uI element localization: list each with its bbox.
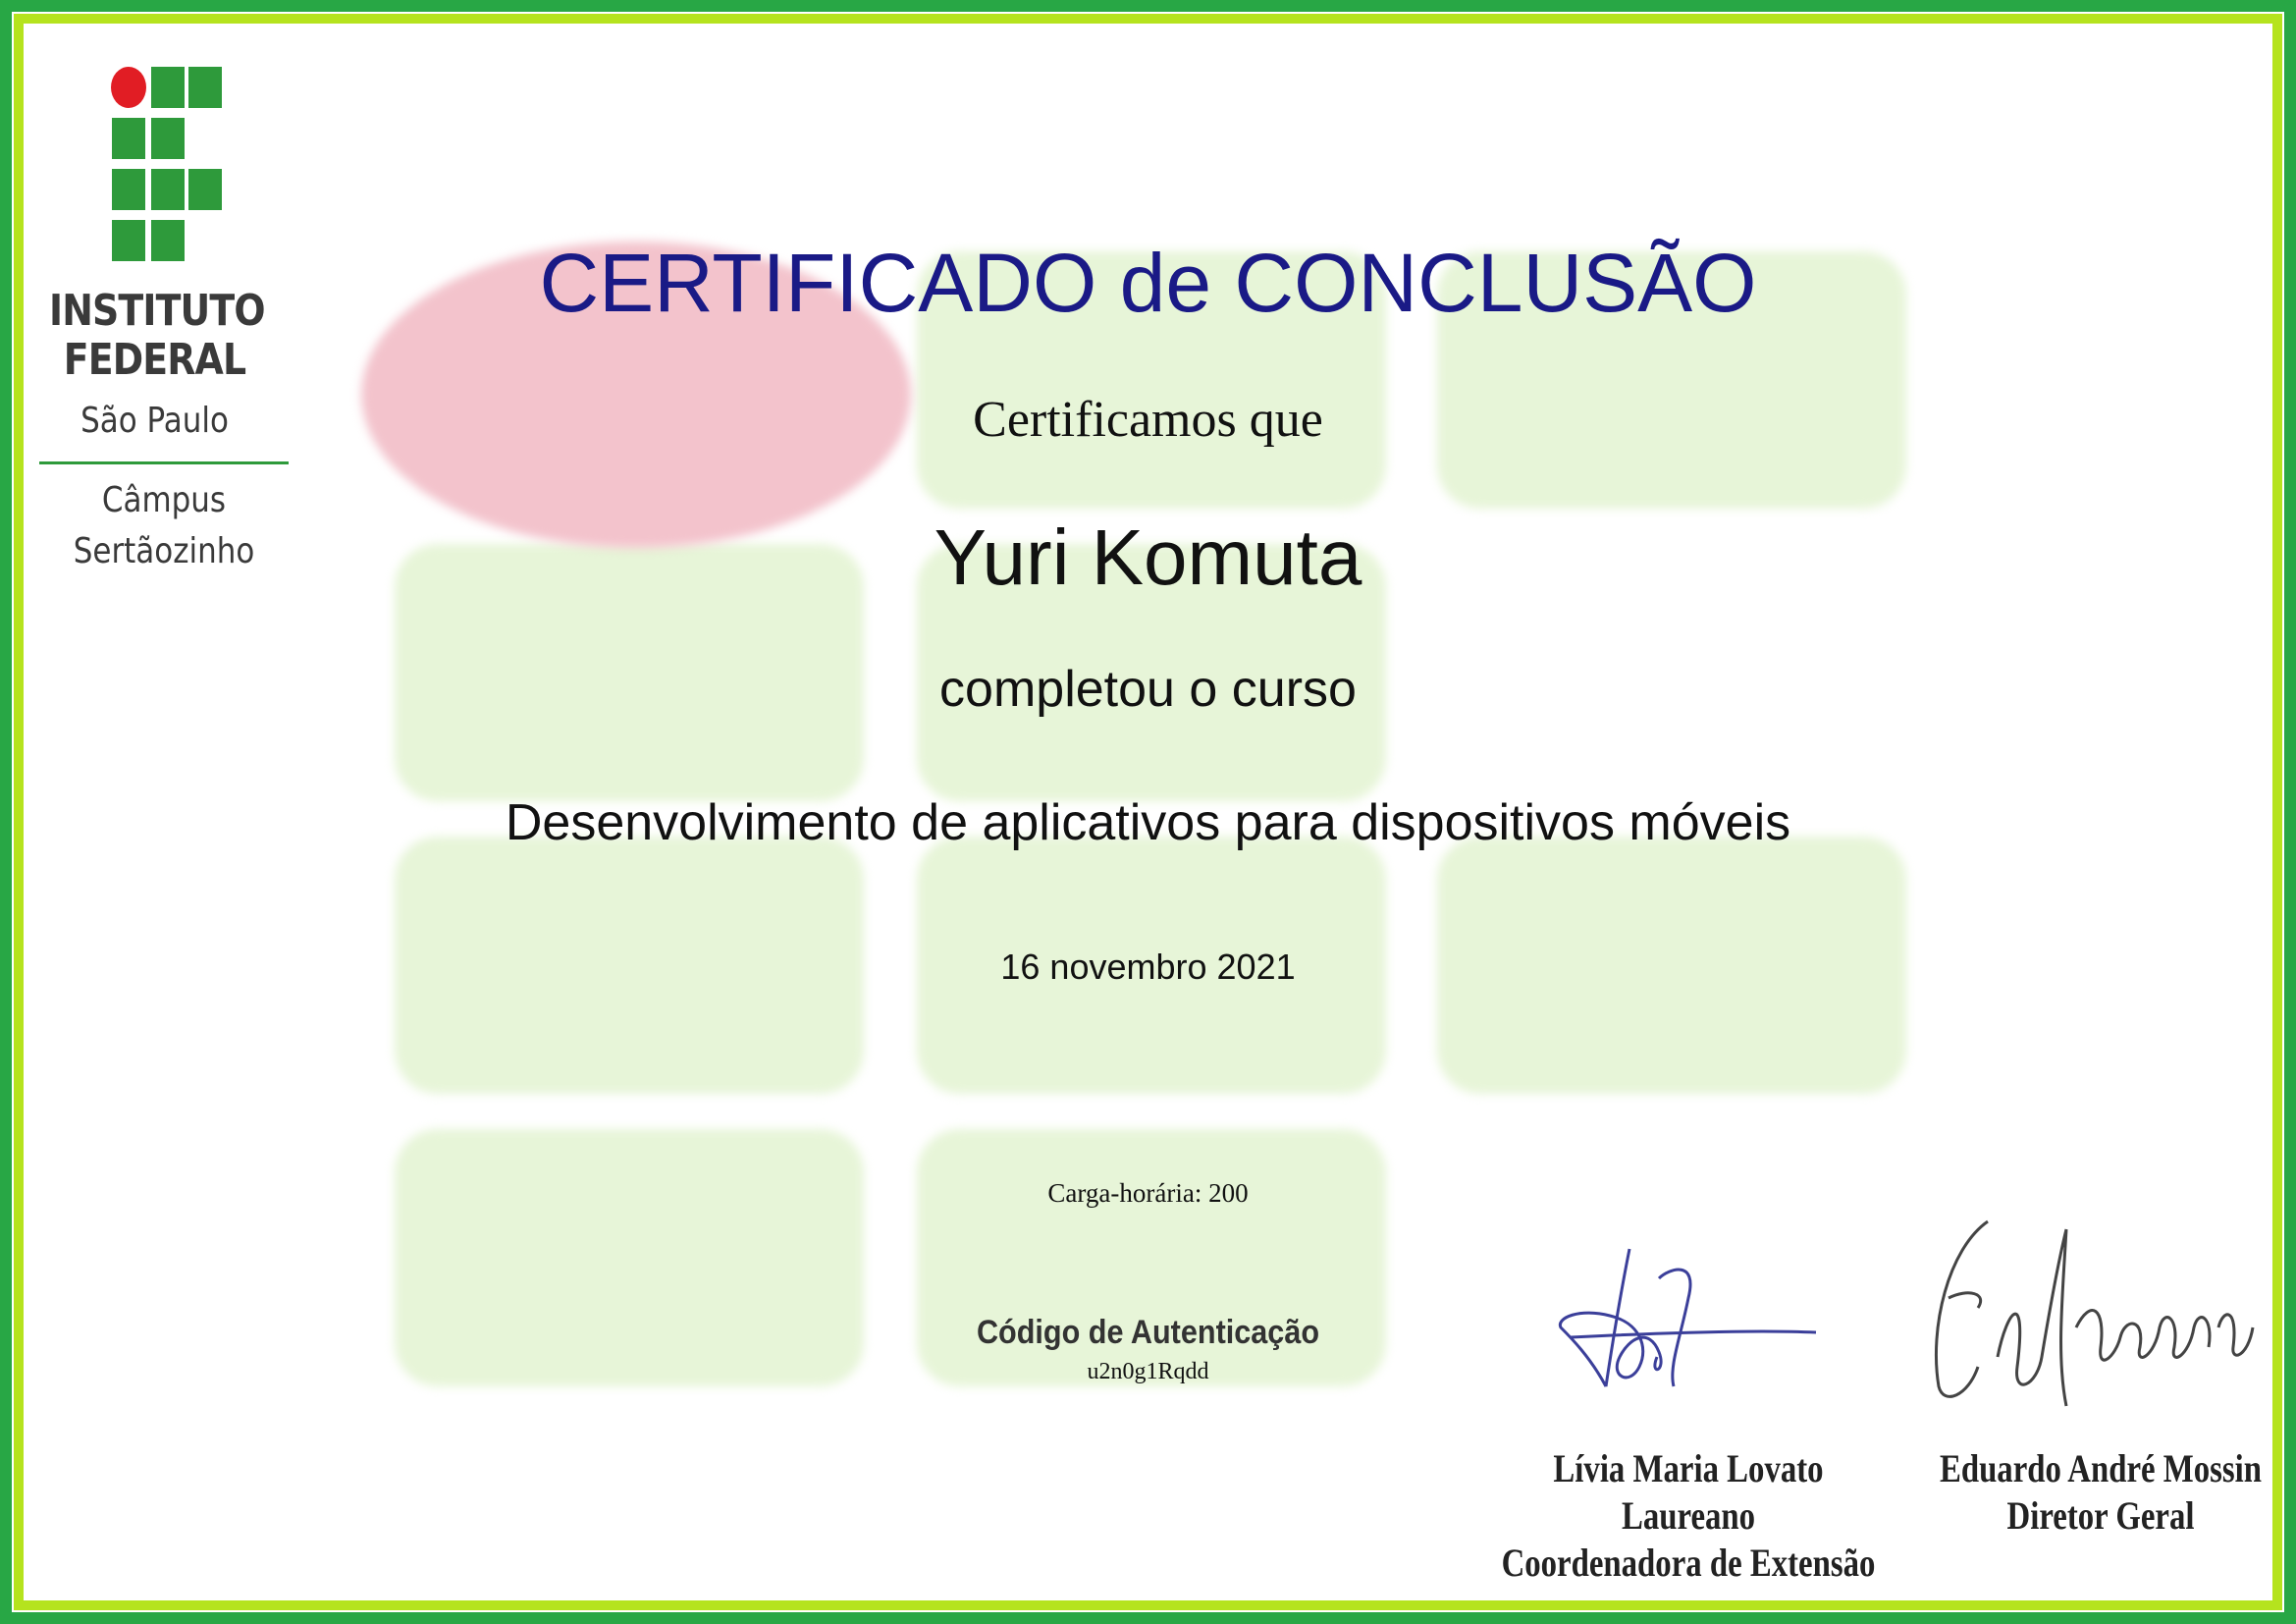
signature-block-1 xyxy=(1495,1445,1882,1587)
certificate-title: CERTIFICADO de CONCLUSÃO xyxy=(539,237,1757,329)
auth-label: Código de Autenticação xyxy=(976,1314,1320,1351)
signature-image-1 xyxy=(1551,1239,1826,1406)
signature-image-2 xyxy=(1919,1210,2272,1426)
course-name: Desenvolvimento de aplicativos para dispositivos móveis xyxy=(505,794,1791,851)
signer-role-1: Coordenadora de Extensão xyxy=(1501,1541,1876,1585)
signer-role-2: Diretor Geral xyxy=(2006,1493,2195,1538)
logo-institution-name: INSTITUTO FEDERAL xyxy=(49,286,265,385)
signer-name-2: Eduardo André Mossin xyxy=(1939,1446,2263,1490)
logo-campus: Câmpus Sertãozinho xyxy=(73,480,255,571)
signer-name-1: Lívia Maria Lovato Laureano xyxy=(1553,1446,1824,1538)
certify-text: Certificamos que xyxy=(973,392,1323,448)
workload: Carga-horária: 200 xyxy=(1047,1178,1249,1208)
auth-code: u2n0g1Rqdd xyxy=(1087,1359,1209,1384)
student-name: Yuri Komuta xyxy=(934,514,1362,601)
completion-date: 16 novembro 2021 xyxy=(1000,947,1296,987)
signature-block-2 xyxy=(1907,1445,2294,1540)
logo-state: São Paulo xyxy=(80,401,229,441)
completed-text: completou o curso xyxy=(939,661,1357,718)
logo-red-dot xyxy=(111,67,146,108)
logo-divider xyxy=(39,461,289,464)
